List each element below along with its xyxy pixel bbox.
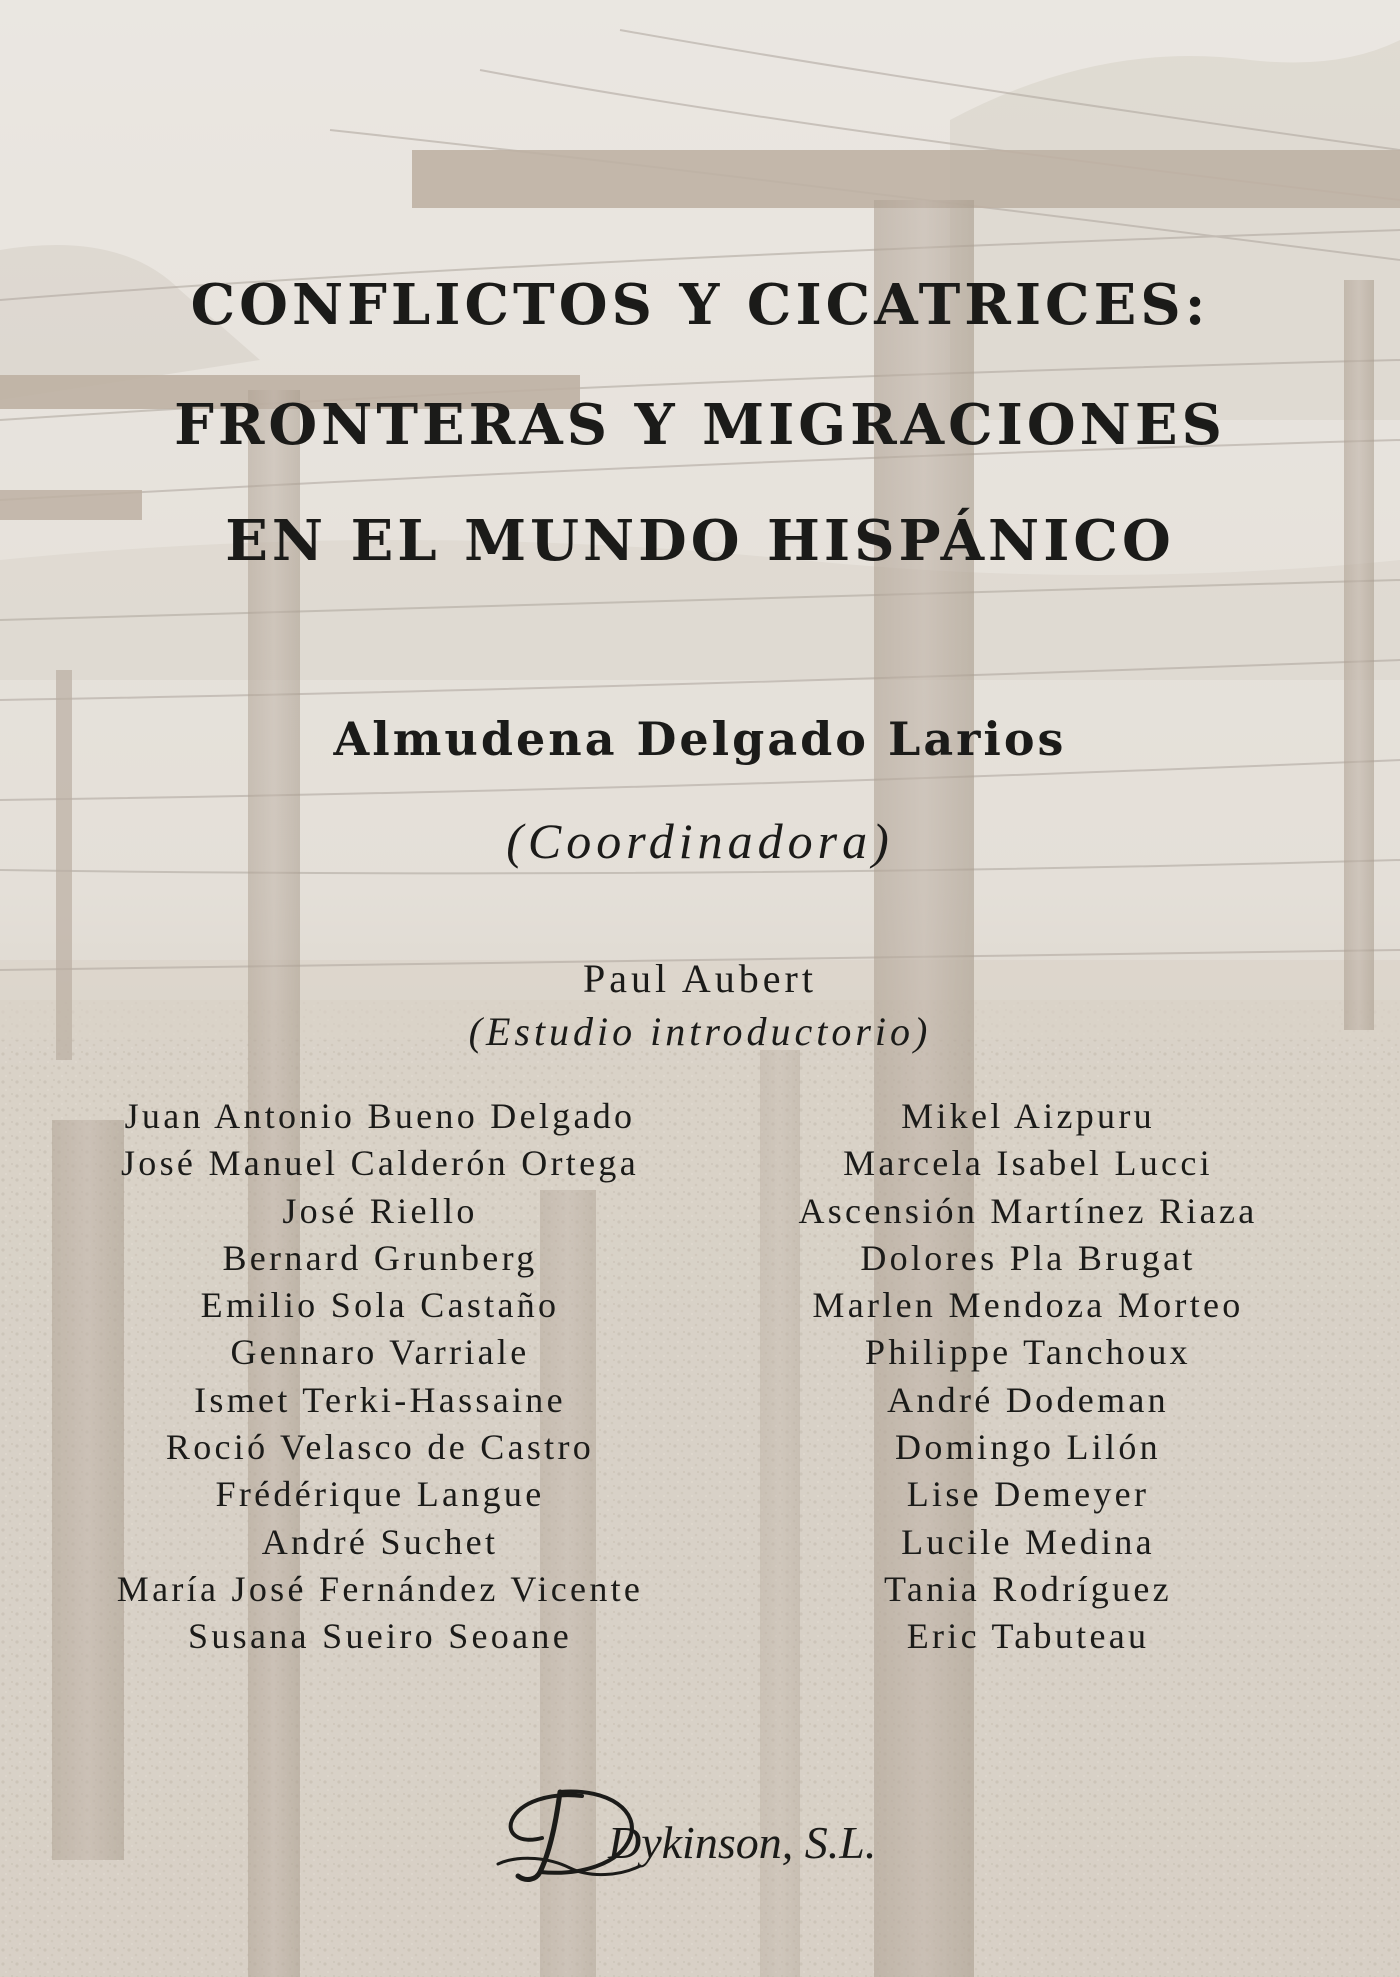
contributor-name: Gennaro Varriale	[230, 1332, 530, 1373]
contributor-name: Emilio Sola Castaño	[200, 1285, 560, 1326]
contributor-name: Philippe Tanchoux	[865, 1332, 1191, 1373]
contributor-name: Lucile Medina	[901, 1521, 1155, 1562]
book-title-line-2: FRONTERAS Y MIGRACIONES	[174, 392, 1226, 458]
book-title-line-1: CONFLICTOS Y CICATRICES:	[190, 272, 1210, 338]
contributor-name: Domingo Lilón	[895, 1427, 1161, 1468]
coordinator-name: Almudena Delgado Larios	[333, 712, 1067, 766]
contributor-name: Ismet Terki-Hassaine	[194, 1379, 566, 1420]
contributors-left-column	[80, 1093, 680, 1661]
publisher-name: Dykinson, S.L.	[608, 1817, 877, 1868]
contributor-name: Tania Rodríguez	[884, 1568, 1172, 1609]
contributor-name: Marcela Isabel Lucci	[843, 1143, 1213, 1184]
introduction-author: Paul Aubert	[583, 956, 817, 1001]
contributor-name: Mikel Aizpuru	[901, 1096, 1155, 1136]
contributor-name: André Suchet	[261, 1521, 499, 1562]
publisher-logo	[490, 1772, 910, 1892]
contributor-name: André Dodeman	[887, 1379, 1169, 1420]
contributor-name: Marlen Mendoza Morteo	[812, 1285, 1244, 1326]
contributors-right-column	[728, 1093, 1328, 1661]
contributor-name: José Riello	[282, 1190, 478, 1231]
contributor-name: Frédérique Langue	[215, 1474, 545, 1515]
contributor-name: Ascensión Martínez Riaza	[798, 1190, 1258, 1231]
coordinator-role: (Coordinadora)	[506, 813, 894, 869]
contributor-name: Lise Demeyer	[906, 1474, 1150, 1515]
contributor-name: Eric Tabuteau	[906, 1616, 1150, 1657]
contributor-name: Bernard Grunberg	[222, 1237, 538, 1278]
contributor-name: María José Fernández Vicente	[116, 1568, 644, 1609]
contributor-name: Roció Velasco de Castro	[165, 1427, 595, 1468]
introduction-role: (Estudio introductorio)	[468, 1009, 932, 1054]
book-title-line-3: EN EL MUNDO HISPÁNICO	[225, 508, 1175, 574]
contributor-name: José Manuel Calderón Ortega	[121, 1143, 639, 1184]
contributor-name: Dolores Pla Brugat	[860, 1237, 1196, 1278]
contributor-name: Juan Antonio Bueno Delgado	[124, 1096, 636, 1136]
contributor-name: Susana Sueiro Seoane	[188, 1616, 572, 1657]
